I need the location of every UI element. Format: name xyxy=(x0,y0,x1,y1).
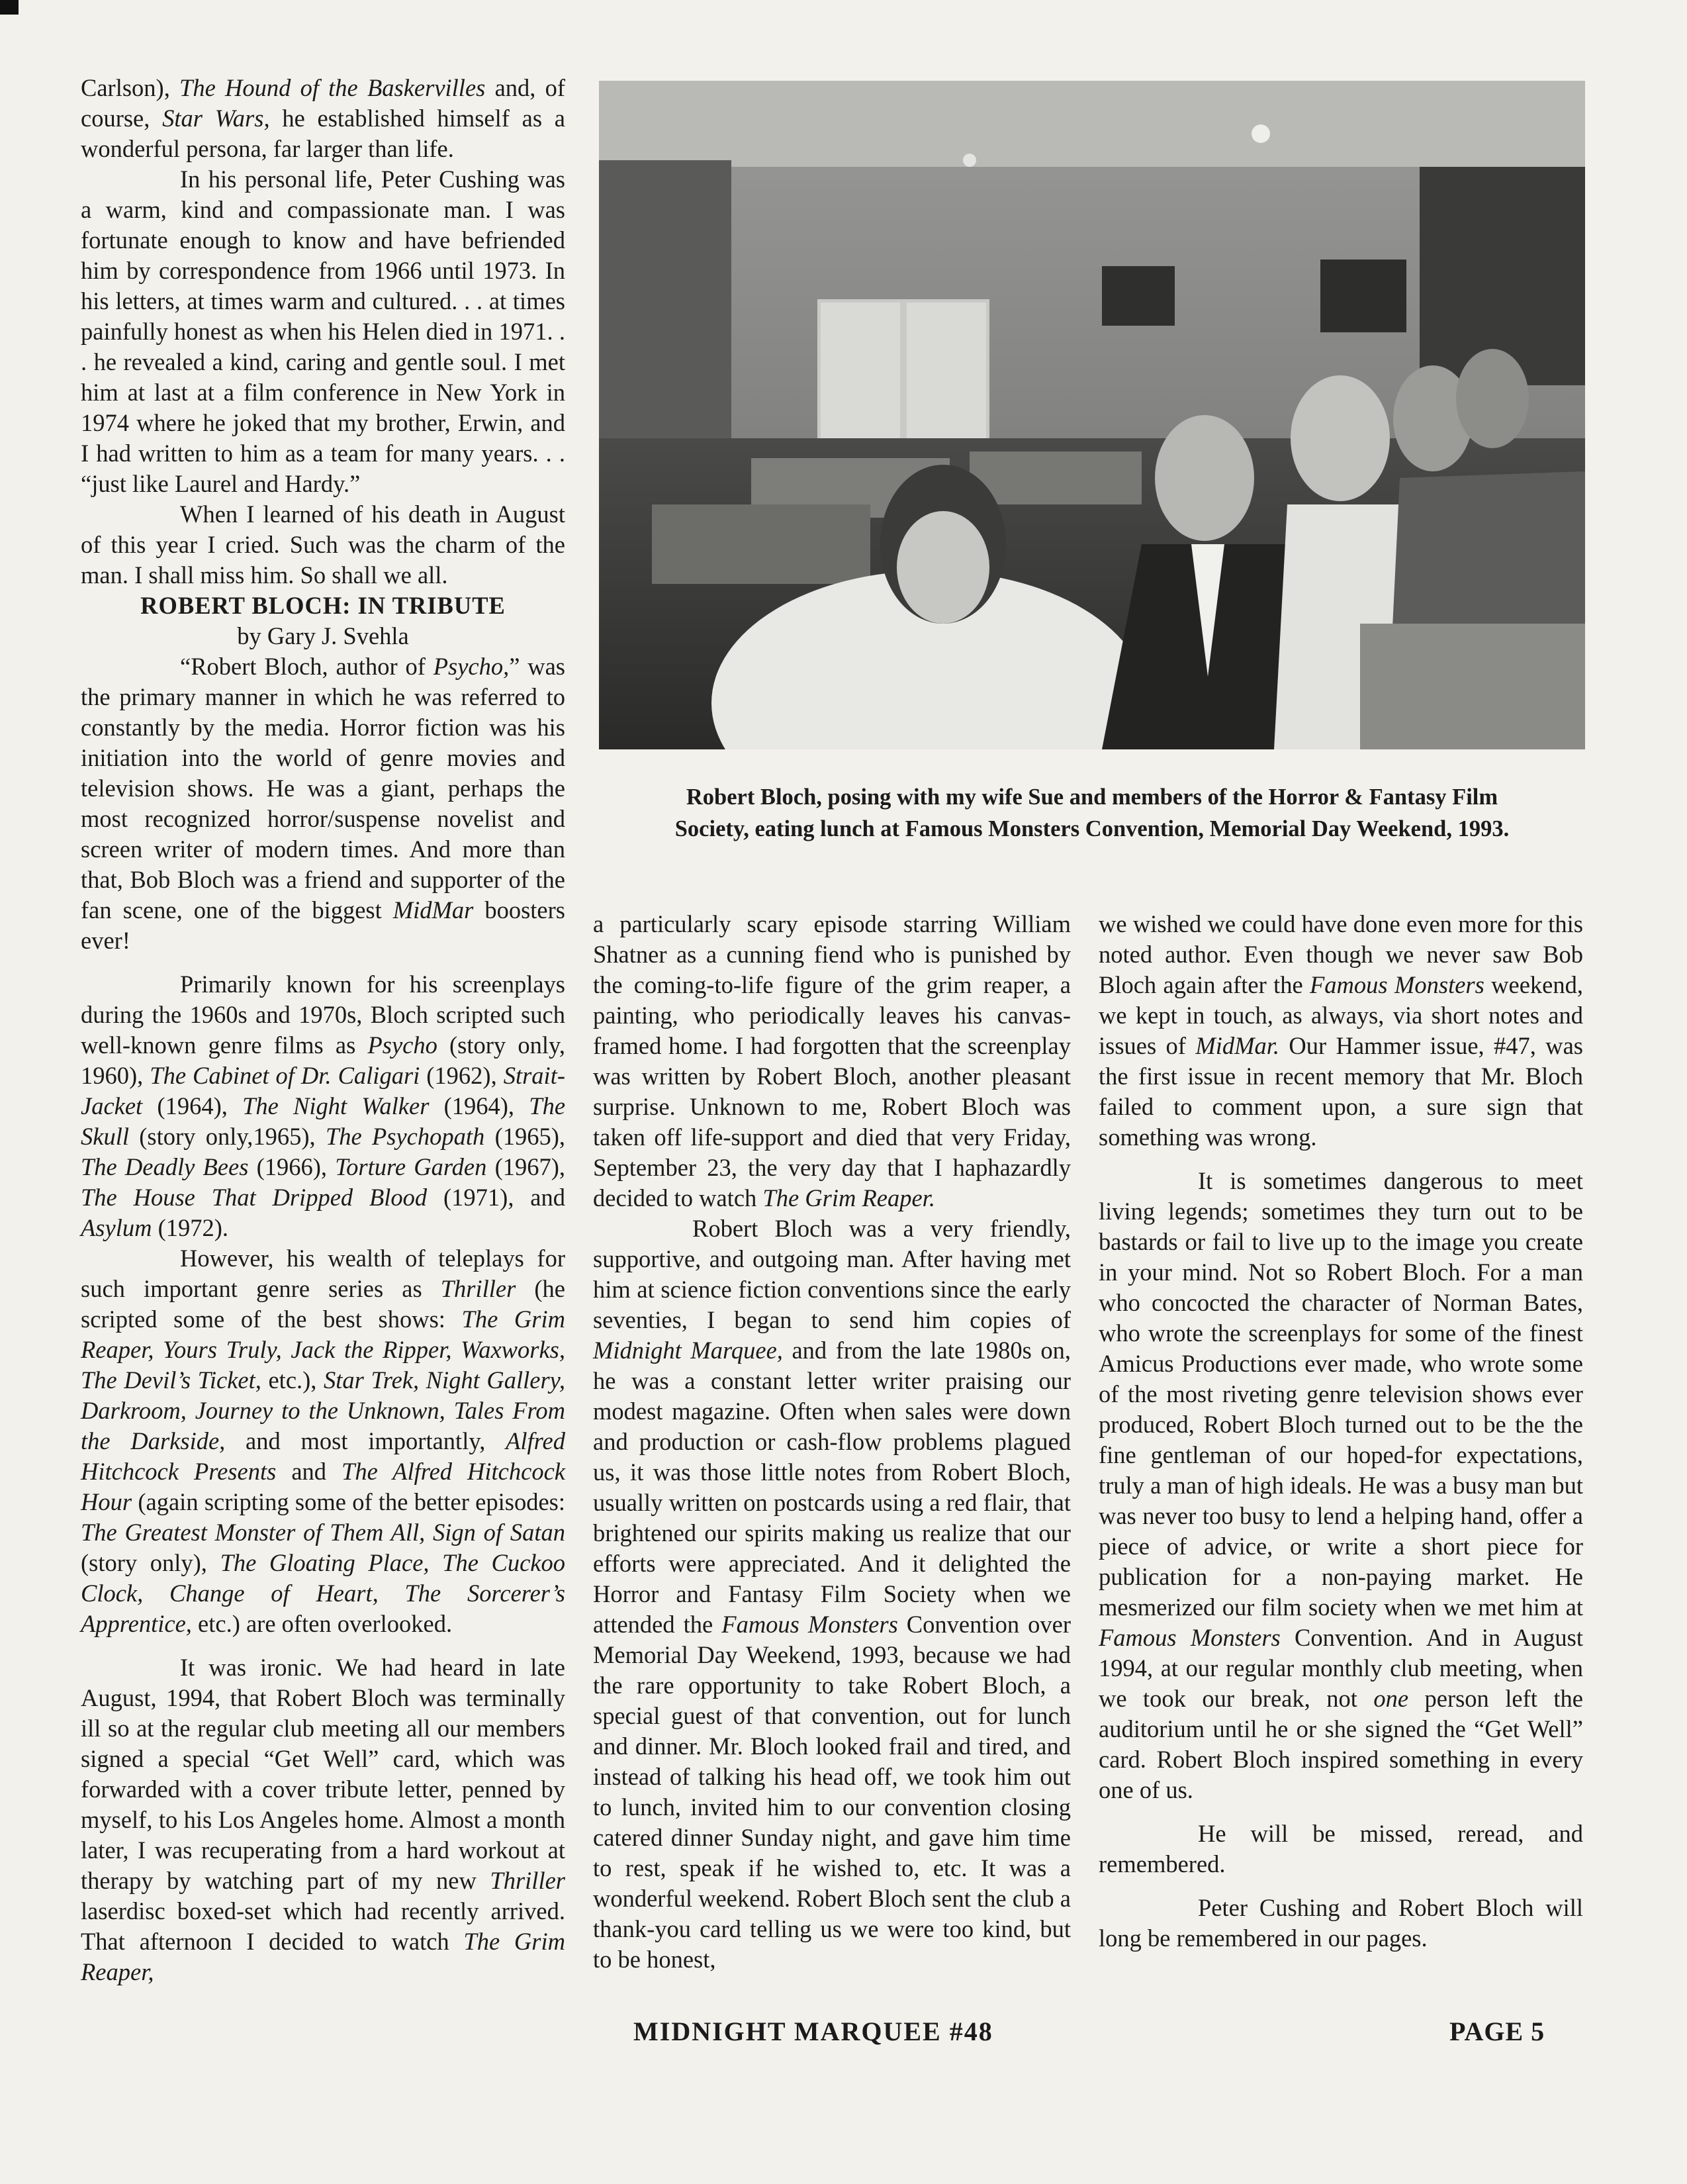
italic-text: Famous Monsters xyxy=(721,1611,898,1638)
text-run: Primarily known for his screenplays during the 1960s and 1970s, Bloch scripted such well-known genre films as xyxy=(81,971,565,1059)
italic-text: Torture Garden xyxy=(335,1153,487,1180)
text-run: In his personal life, Peter Cushing was a warm, kind and compassionate man. I was fortunate enough to know and have befriended him by correspondence from 1966 until 1973. In his letters, at times warm and cultured. . . at times painfully honest as when his Helen died in 1971. . . he revealed a kind, caring and gentle soul. I met him at last at a film conference in New York in 1974 where he joked that my brother, Erwin, and I had written to him as a team for many years. . . “just like Laurel and Hardy.” xyxy=(81,166,565,497)
italic-text: The Deadly Bees xyxy=(81,1153,249,1180)
italic-text: The Skull xyxy=(81,1092,566,1150)
italic-text: Strait-Jacket xyxy=(81,1062,565,1119)
italic-text: Psycho xyxy=(367,1031,437,1059)
text-run: Convention. And in August 1994, at our regular monthly club meeting, when we took our break, not xyxy=(1099,1624,1583,1712)
italic-text: The Gloating Place, The Cuckoo Clock, Change of Heart, The Sorcerer’s Apprentice, xyxy=(81,1549,566,1637)
text-run: Peter Cushing and Robert Bloch will long be remembered in our pages. xyxy=(1099,1894,1583,1952)
paragraph xyxy=(81,164,565,499)
text-run: “Robert Bloch, author of xyxy=(180,653,433,680)
italic-text: The Greatest Monster of Them All, Sign of Satan xyxy=(81,1519,565,1546)
page-corner-mark xyxy=(0,0,19,15)
caption-line: Robert Bloch, posing with my wife Sue and members of the Horror & Fantasy Film xyxy=(686,784,1498,810)
italic-text: MidMar. xyxy=(1195,1032,1280,1059)
text-run: (1964), xyxy=(429,1092,529,1119)
column-1 xyxy=(81,73,565,1987)
italic-text: The House That Dripped Blood xyxy=(81,1184,428,1211)
italic-text: Famous Monsters xyxy=(1310,971,1484,998)
text-run: and most importantly, xyxy=(225,1427,506,1454)
lunch-photo xyxy=(599,81,1585,749)
paragraph xyxy=(81,969,565,1243)
text-run: Robert Bloch was a very friendly, supportive, and outgoing man. After having met him at science fiction conventions since the early seventies, I began to send him copies of xyxy=(593,1215,1071,1333)
text-run: etc.) are often overlooked. xyxy=(191,1610,453,1637)
text-run: (story only,1965), xyxy=(128,1123,326,1150)
italic-text: The Grim Reaper. xyxy=(762,1184,935,1211)
text-run: (1972). xyxy=(152,1214,229,1241)
text-run: (1971), and xyxy=(427,1184,565,1211)
paragraph xyxy=(81,499,565,591)
italic-text: Midnight Marquee, xyxy=(593,1337,783,1364)
paragraph xyxy=(81,651,565,956)
text-run: a particularly scary episode starring William Shatner as a cunning fiend who is punished by the coming-to-life figure of the grim reaper, a painting, who periodically leaves his canvas-framed home. I had forgotten that the screenplay was written by Robert Bloch, another pleasant surprise. Unknown to me, Robert Bloch was taken off life-support and died that very Friday, September 23, the very day that I haphazardly decided to watch xyxy=(593,910,1071,1211)
paragraph xyxy=(1099,1893,1583,1954)
italic-text: MidMar xyxy=(392,896,474,924)
column-3 xyxy=(1099,909,1583,1954)
italic-text: Famous Monsters xyxy=(1099,1624,1281,1651)
column-2 xyxy=(593,909,1071,1975)
italic-text: Thriller xyxy=(490,1867,565,1894)
text-run: Convention over Memorial Day Weekend, 1993, because we had the rare opportunity to take Robert Bloch, a special guest of that convention, out for lunch and dinner. Mr. Bloch looked frail and tired, and instead of talking his head off, we took him out to lunch, invited him to our convention closing catered dinner Sunday night, and gave him time to rest, speak if he wished to, etc. It was a wonderful weekend. Robert Bloch sent the club a thank-you card telling us we were too kind, but to be honest, xyxy=(593,1611,1071,1973)
text-run: boosters ever! xyxy=(81,896,565,954)
text-run: (story only, 1960), xyxy=(81,1031,565,1089)
text-run: (1965), xyxy=(484,1123,566,1150)
paragraph xyxy=(81,73,565,164)
text-run: (1964), xyxy=(142,1092,243,1119)
text-run: (1967), xyxy=(486,1153,565,1180)
magazine-title: MIDNIGHT MARQUEE #48 xyxy=(633,2017,993,2046)
paragraph xyxy=(81,1652,565,1987)
italic-text: The Grim Reaper, xyxy=(81,1928,565,1985)
text-run: etc.), xyxy=(261,1366,324,1394)
text-run: (1962), xyxy=(420,1062,504,1089)
text-run: When I learned of his death in August of this year I cried. Such was the charm of the man. I shall miss him. So shall we all. xyxy=(81,500,565,589)
caption-line: Society, eating lunch at Famous Monsters Convention, Memorial Day Weekend, 1993. xyxy=(674,816,1510,841)
italic-text: The Alfred Hitchcock Hour xyxy=(81,1458,565,1515)
italic-text: Star Wars, xyxy=(162,105,270,132)
italic-text: one xyxy=(1373,1685,1409,1712)
text-run: Carlson), xyxy=(81,74,180,101)
paragraph xyxy=(1099,1819,1583,1879)
text-run: It is sometimes dangerous to meet living legends; sometimes they turn out to be bastards or fail to live up to the image you create in your mind. Not so Robert Bloch. For a man who concocted the character of Norman Bates, who wrote the screenplays for some of the finest Amicus Productions ever made, who wrote some of the most riveting genre television shows ever produced, Robert Bloch turned out to be the the fine gentleman of our hoped-for expectations, truly a man of high ideals. He was a busy man but was never too busy to lend a helping hand, offer a piece of advice, or write a short piece for publication for a non-paying market. He mesmerized our film society when we met him at xyxy=(1099,1167,1583,1621)
italic-text: Star Trek, Night Gallery, Darkroom, Journey to the Unknown, Tales From the Darkside, xyxy=(81,1366,565,1454)
italic-text: The Psychopath xyxy=(325,1123,485,1150)
italic-text: Thriller xyxy=(440,1275,516,1302)
text-run: (he scripted some of the best shows: xyxy=(81,1275,566,1333)
text-run: (story only), xyxy=(81,1549,220,1576)
text-run: It was ironic. We had heard in late August, 1994, that Robert Bloch was terminally ill so at the regular club meeting all our members signed a special “Get Well” card, which was forwarded with a cover tribute letter, penned by myself, to his Los Angeles home. Almost a month later, I was recuperating from a hard workout at therapy by watching part of my new xyxy=(81,1654,565,1894)
photo-caption xyxy=(582,781,1602,845)
paragraph xyxy=(593,1213,1071,1975)
text-run: (1966), xyxy=(248,1153,336,1180)
text-run: He will be missed, reread, and remembered. xyxy=(1099,1820,1583,1877)
italic-text: Asylum xyxy=(81,1214,152,1241)
italic-text: The Night Walker xyxy=(242,1092,430,1119)
italic-text: Alfred Hitchcock Presents xyxy=(81,1427,565,1485)
text-run: weekend, we kept in touch, as always, via short notes and issues of xyxy=(1099,971,1583,1059)
italic-text: The Cabinet of Dr. Caligari xyxy=(150,1062,420,1089)
italic-text: The Hound of the Baskervilles xyxy=(179,74,486,101)
text-run: However, his wealth of teleplays for such important genre series as xyxy=(81,1245,565,1302)
article-byline: by Gary J. Svehla xyxy=(237,622,409,649)
text-run: Our Hammer issue, #47, was the first issue in recent memory that Mr. Bloch failed to comment upon, a sure sign that something was wrong. xyxy=(1099,1032,1584,1151)
article-heading: ROBERT BLOCH: IN TRIBUTE xyxy=(140,592,506,619)
paragraph xyxy=(1099,1166,1583,1805)
paragraph xyxy=(1099,909,1583,1153)
text-run: person left the auditorium until he or she signed the “Get Well” card. Robert Bloch inspired something in every one of us. xyxy=(1099,1685,1583,1803)
paragraph xyxy=(81,1243,565,1639)
italic-text: Psycho, xyxy=(433,653,510,680)
text-run: and from the late 1980s on, he was a constant letter writer praising our modest magazine. Often when sales were down and production or cash-flow problems plagued us, it was those little notes from Robert Bloch, usually written on postcards using a red flair, that brightened our spirits making us realize that our efforts were appreciated. And it delighted the Horror and Fantasy Film Society when we attended the xyxy=(593,1337,1071,1638)
text-run: he established himself as a wonderful persona, far larger than life. xyxy=(81,105,566,162)
text-run: and xyxy=(276,1458,342,1485)
text-run: laserdisc boxed-set which had recently arrived. That afternoon I decided to watch xyxy=(81,1897,565,1955)
text-run: (again scripting some of the better episodes: xyxy=(132,1488,565,1515)
photo-illustration xyxy=(599,81,1585,749)
paragraph xyxy=(593,909,1071,1213)
text-run: ” was the primary manner in which he was referred to constantly by the media. Horror fiction was his initiation into the world of genre movies and television shows. He was a giant, perhaps the most recognized horror/suspense novelist and screen writer of modern times. And more than that, Bob Bloch was a friend and supporter of the fan scene, one of the biggest xyxy=(81,653,565,924)
text-run: we wished we could have done even more for this noted author. Even though we never saw Bob Bloch again after the xyxy=(1099,910,1583,998)
italic-text: The Grim Reaper, Yours Truly, Jack the Ripper, Waxworks, The Devil’s Ticket, xyxy=(81,1306,565,1394)
page-number: PAGE 5 xyxy=(1449,2017,1545,2046)
text-run: and, of course, xyxy=(81,74,566,132)
